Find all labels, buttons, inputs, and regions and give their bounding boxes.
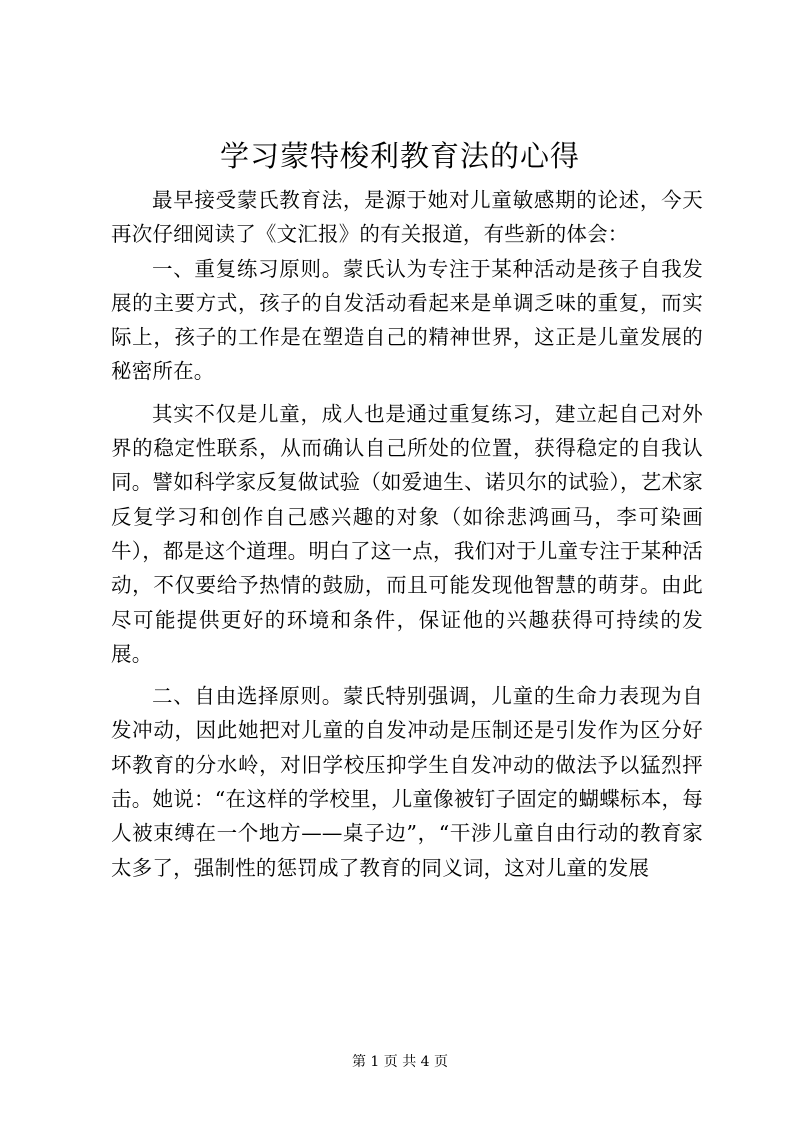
- paragraph-gap: [111, 671, 703, 679]
- page-footer: 第 1 页 共 4 页: [351, 1054, 449, 1070]
- paragraph-gap: [111, 389, 703, 397]
- paragraph-repetition-principle: 一、重复练习原则。蒙氏认为专注于某种活动是孩子自我发展的主要方式，孩子的自发活动看起来是单调乏味的重复，而实际上，孩子的工作是在塑造自己的精神世界，这正是儿童发展的秘密所在。: [111, 256, 703, 384]
- paragraph-free-choice-principle: 二、自由选择原则。蒙氏特别强调，儿童的生命力表现为自发冲动，因此她把对儿童的自发冲动是压制还是引发作为区分好坏教育的分水岭，对旧学校压抑学生自发冲动的做法予以猛烈抨击。她说：“在这样的学校里，儿童像被钉子固定的蝴蝶标本，每人被束缚在一个地方——桌子边”，“干涉儿童自由行动的教育家太多了，强制性的惩罚成了教育的同义词，这对儿童的发展: [111, 684, 703, 880]
- paragraph-adults-repetition: 其实不仅是儿童，成人也是通过重复练习，建立起自己对外界的稳定性联系，从而确认自己所处的位置，获得稳定的自我认同。譬如科学家反复做试验（如爱迪生、诺贝尔的试验），艺术家反复学习和创作自己感兴趣的对象（如徐悲鸿画马，李可染画牛），都是这个道理。明白了这一点，我们对于儿童专注于某种活动，不仅要给予热情的鼓励，而且可能发现他智慧的萌芽。由此尽可能提供更好的环境和条件，保证他的兴趣获得可持续的发展。: [111, 401, 703, 666]
- paragraph-intro: 最早接受蒙氏教育法，是源于她对儿童敏感期的论述，今天再次仔细阅读了《文汇报》的有关报道，有些新的体会：: [111, 188, 703, 247]
- document-title: 学习蒙特梭利教育法的心得: [219, 139, 580, 173]
- document-body: [111, 183, 703, 885]
